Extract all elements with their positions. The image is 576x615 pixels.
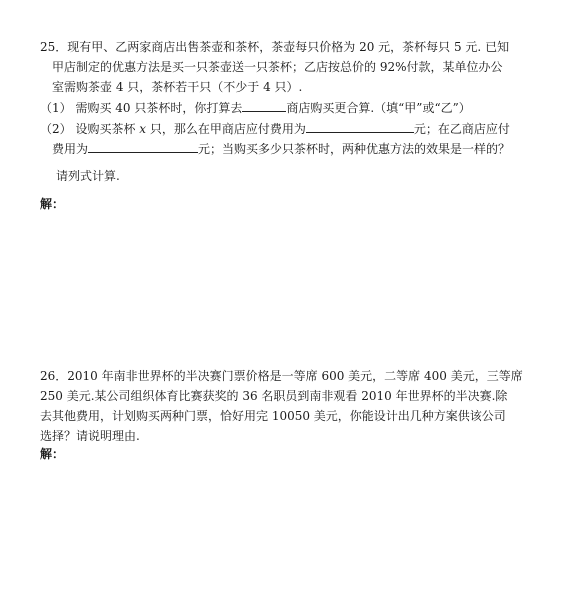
q25-part-2-text-b: 只，那么在甲商店应付费用为 (146, 122, 306, 136)
q26-line-3: 去其他费用，计划购买两种门票，恰好用完 10050 美元，你能设计出几种方案供该公司 (40, 409, 506, 423)
q26-answer-label: 解： (40, 447, 65, 461)
q26-line-4: 选择？请说明理由. (40, 429, 140, 443)
q25-line-2: 甲店制定的优惠方法是买一只茶壶送一只茶杯；乙店按总价的 92%付款，某单位办公 (52, 60, 503, 74)
q25-hint: 请列式计算. (56, 169, 120, 183)
answer-blank[interactable] (242, 99, 286, 112)
q25-line-1: 25．现有甲、乙两家商店出售茶壶和茶杯，茶壶每只价格为 20 元，茶杯每只 5 元. 已知 (40, 40, 510, 54)
q25-answer-area[interactable] (40, 215, 540, 355)
q25-part-1 (40, 99, 471, 116)
q25-part-2-text-a: （2） 设购买茶杯 (40, 122, 140, 136)
q26-answer-area[interactable] (40, 466, 540, 596)
q26-line-2: 250 美元.某公司组织体育比赛获奖的 36 名职员到南非观看 2010 年世界杯的半决赛.除 (40, 389, 508, 403)
q25-answer-label: 解： (40, 197, 65, 211)
q25-part-2-line-2-text-b: 元；当购买多少只茶杯时，两种优惠方法的效果是一样的？ (198, 142, 511, 156)
variable-x: x (139, 122, 147, 136)
q25-line-3: 室需购茶壶 4 只，茶杯若干只（不少于 4 只）. (52, 80, 303, 94)
q25-part-2-line-2-text-a: 费用为 (52, 142, 89, 156)
q25-part-1-text-b: 商店购买更合算.（填“甲”或“乙”） (286, 101, 471, 115)
q25-part-2-text-c: 元；在乙商店应付 (413, 122, 510, 136)
q25-part-2 (40, 120, 510, 137)
answer-blank[interactable] (306, 120, 414, 133)
answer-blank[interactable] (88, 140, 198, 153)
q26-line-1: 26．2010 年南非世界杯的半决赛门票价格是一等席 600 美元，二等席 400 美元，三等席 (40, 369, 523, 383)
q25-part-2-line-2 (52, 140, 510, 157)
q25-part-1-text-a: （1） 需购买 40 只茶杯时，你打算去 (40, 101, 243, 115)
